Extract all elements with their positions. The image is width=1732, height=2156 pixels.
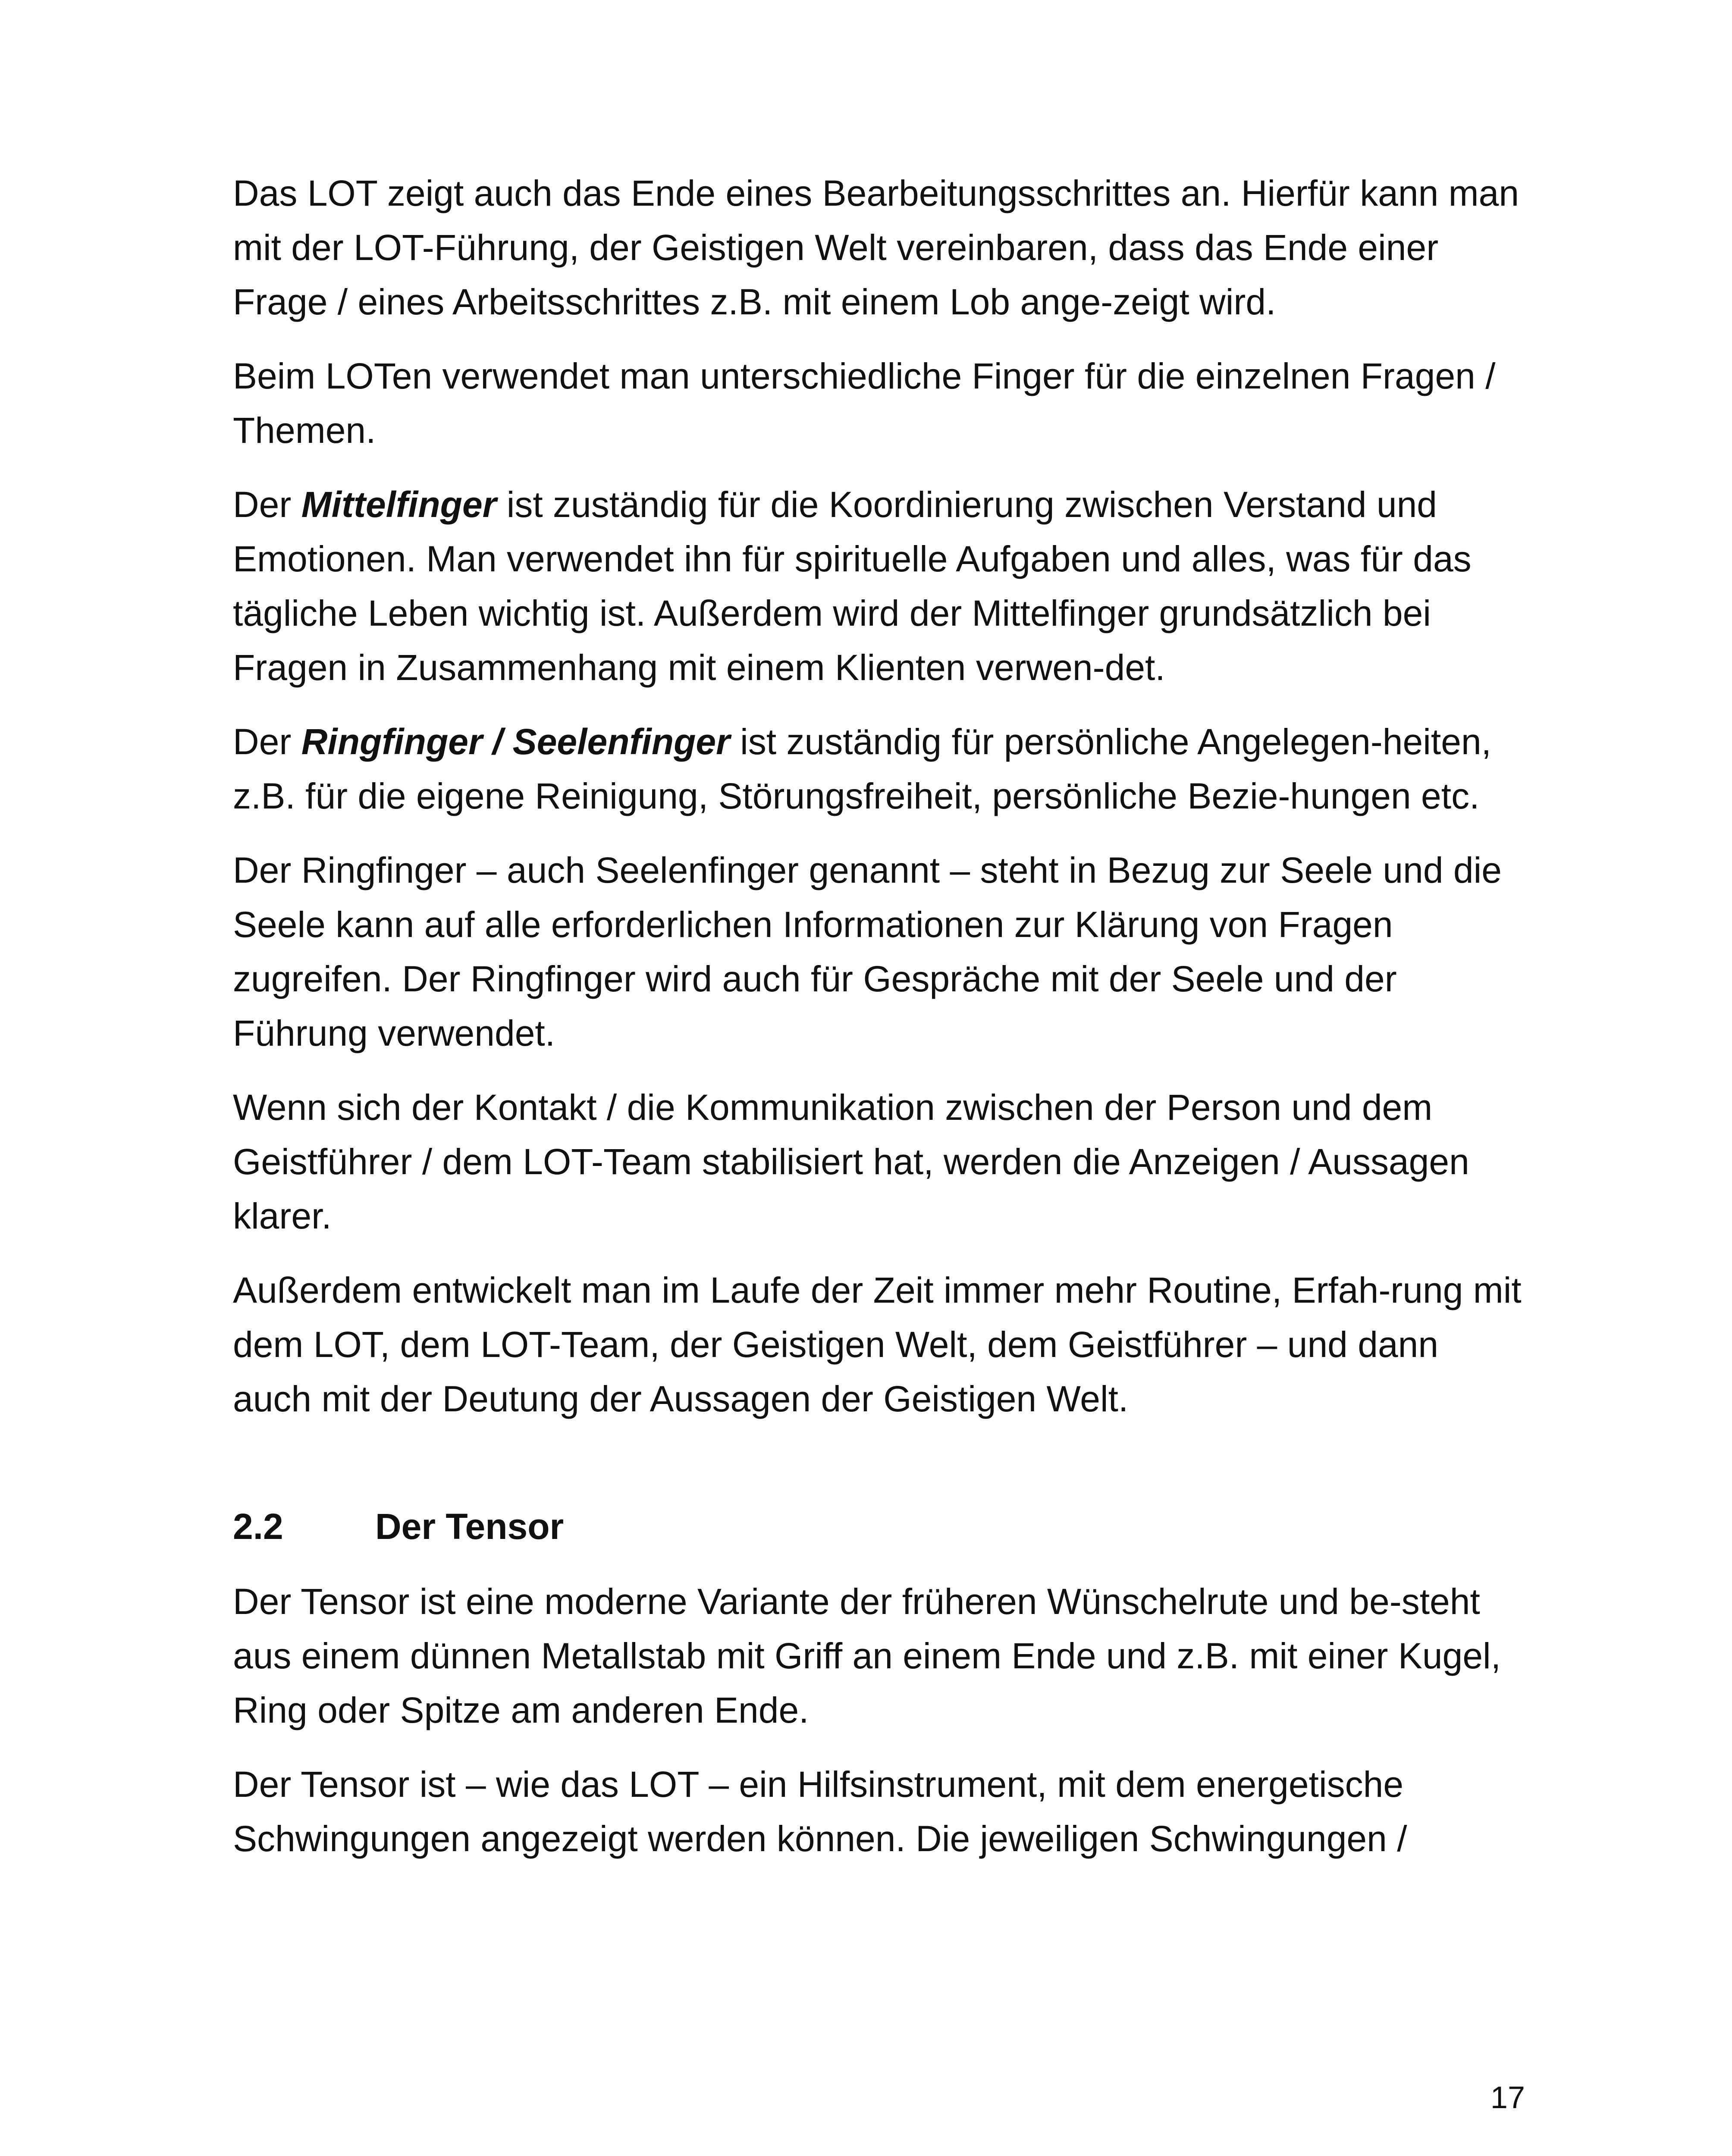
section-heading <box>233 1499 1527 1554</box>
paragraph-tensor-instrument: Der Tensor ist – wie das LOT – ein Hilfsinstrument, mit dem energetische Schwingungen angezeigt werden können. Die jeweiligen Schwingungen / <box>233 1764 1407 1859</box>
term-ringfinger-seelenfinger: Ringfinger / Seelenfinger <box>301 721 730 762</box>
paragraph-middle-finger <box>233 477 1527 695</box>
paragraph-tensor-description: Der Tensor ist eine moderne Variante der früheren Wünschelrute und be-steht aus einem dünnen Metallstab mit Griff an einem Ende und z.B. mit einer Kugel, Ring oder Spitze am anderen Ende. <box>233 1581 1501 1730</box>
paragraph-ring-finger <box>233 714 1527 823</box>
page-number: 17 <box>1490 2081 1525 2115</box>
paragraph-ring-finger-soul: Der Ringfinger – auch Seelenfinger genannt – steht in Bezug zur Seele und die Seele kann auf alle erforderlichen Informationen zur Klärung von Fragen zugreifen. Der Ringfinger wird auch für Gespräche mit der Seele und der Führung verwendet. <box>233 850 1502 1053</box>
term-mittelfinger: Mittelfinger <box>301 484 497 525</box>
section-title: Der Tensor <box>375 1506 564 1547</box>
paragraph-contact-stabilized: Wenn sich der Kontakt / die Kommunikation zwischen der Person und dem Geistführer / dem LOT-Team stabilisiert hat, werden die Anzeigen / Aussagen klarer. <box>233 1087 1469 1236</box>
paragraph-prefix: Der <box>233 484 301 525</box>
paragraph-rest: ist zuständig für die Koordinierung zwischen Verstand und Emotionen. Man verwendet ihn für spirituelle Aufgaben und alles, was für das tägliche Leben wichtig ist. Außerdem wird der Mittelfinger grundsätzlich bei Fragen in Zusammenhang mit einem Klienten verwen-det. <box>233 484 1472 688</box>
paragraph-rest: ist zuständig für persönliche Angelegen-heiten, z.B. für die eigene Reinigung, Störungsfreiheit, persönliche Bezie-hungen etc. <box>233 721 1491 816</box>
section-number: 2.2 <box>233 1506 283 1547</box>
paragraph-prefix: Der <box>233 721 301 762</box>
paragraph-routine: Außerdem entwickelt man im Laufe der Zeit immer mehr Routine, Erfah-rung mit dem LOT, dem LOT-Team, der Geistigen Welt, dem Geistführer – und dann auch mit der Deutung der Aussagen der Geistigen Welt. <box>233 1270 1522 1419</box>
paragraph-loten-fingers: Beim LOTen verwendet man unterschiedliche Finger für die einzelnen Fragen / Themen. <box>233 356 1496 451</box>
body-text <box>233 166 1527 1886</box>
paragraph-lot-end-of-step: Das LOT zeigt auch das Ende eines Bearbeitungsschrittes an. Hierfür kann man mit der LOT-Führung, der Geistigen Welt vereinbaren, dass das Ende einer Frage / eines Arbeitsschrittes z.B. mit einem Lob ange-zeigt wird. <box>233 173 1519 322</box>
